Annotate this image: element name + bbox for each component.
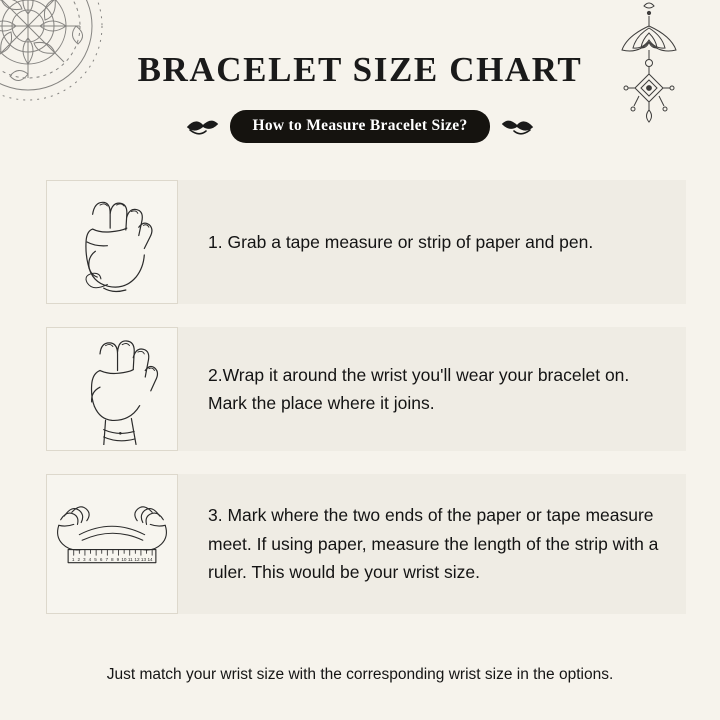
svg-text:14: 14 — [147, 556, 153, 562]
svg-text:9: 9 — [116, 556, 120, 562]
step-item — [46, 180, 686, 304]
svg-text:11: 11 — [127, 556, 133, 562]
step-2-illustration — [46, 327, 178, 451]
step-1-text: 1. Grab a tape measure or strip of paper and pen. — [208, 231, 594, 252]
step-item — [46, 474, 686, 614]
svg-text:10: 10 — [121, 556, 127, 562]
steps-list — [46, 180, 686, 637]
svg-text:8: 8 — [111, 556, 114, 562]
step-1-illustration — [46, 180, 178, 304]
svg-text:2: 2 — [77, 556, 81, 562]
step-2-text: 2.Wrap it around the wrist you'll wear your bracelet on. Mark the place where it joins. — [208, 364, 630, 413]
svg-text:5: 5 — [94, 556, 97, 562]
subtitle-pill: How to Measure Bracelet Size? — [230, 110, 489, 143]
svg-text:1: 1 — [71, 556, 75, 562]
svg-text:12: 12 — [134, 556, 140, 562]
leaf-flourish-left-icon — [186, 116, 220, 138]
page-title: BRACELET SIZE CHART — [137, 50, 583, 89]
step-item — [46, 327, 686, 451]
svg-text:3: 3 — [83, 556, 86, 562]
svg-text:7: 7 — [105, 556, 109, 562]
svg-text:4: 4 — [88, 556, 92, 562]
footer-note: Just match your wrist size with the corresponding wrist size in the options. — [106, 666, 614, 683]
step-3-text: 3. Mark where the two ends of the paper or tape measure meet. If using paper, measure the length of the strip with a ruler. This would be your wrist size. — [208, 505, 659, 583]
svg-text:13: 13 — [140, 556, 147, 562]
subtitle-row — [0, 110, 720, 143]
leaf-flourish-right-icon — [500, 116, 534, 138]
svg-text:6: 6 — [99, 556, 103, 562]
step-3-illustration — [46, 474, 178, 614]
